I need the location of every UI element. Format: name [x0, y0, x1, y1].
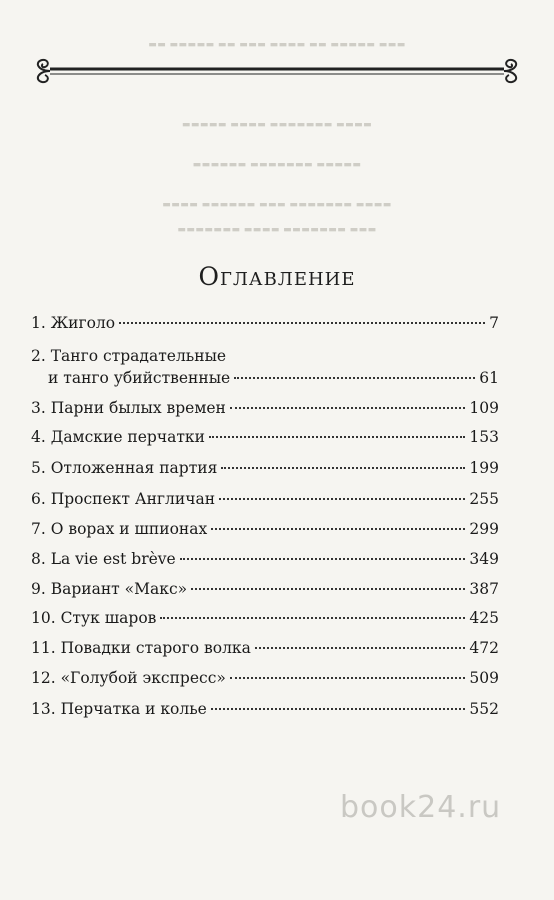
toc-entry-10[interactable]: [31, 607, 499, 629]
toc-entry-label: 13. Перчатка и колье: [31, 700, 207, 718]
toc-entry-9[interactable]: [31, 578, 499, 600]
toc-entry-7[interactable]: [31, 518, 499, 540]
toc-entry-label: 3. Парни былых времен: [31, 399, 226, 417]
leader-dots: [255, 647, 466, 649]
bleed-through-text: ▬▬▬▬▬▬▬ ▬▬▬▬ ▬▬▬▬▬▬▬ ▬▬▬: [177, 225, 377, 235]
toc-entry-page: 153: [469, 428, 499, 446]
toc-entry-label: 5. Отложенная партия: [31, 459, 218, 477]
bleed-through-text: ▬▬▬▬ ▬▬▬▬▬▬ ▬▬▬ ▬▬▬▬▬▬▬ ▬▬▬▬: [162, 200, 392, 210]
toc-entry-12[interactable]: [31, 667, 499, 689]
toc-entry-3[interactable]: [31, 397, 499, 419]
toc-entry-11[interactable]: [31, 637, 499, 659]
leader-dots: [230, 677, 466, 679]
toc-entry-page: 109: [469, 399, 499, 417]
toc-entry-page: 552: [469, 700, 499, 718]
toc-entry-label: 8. La vie est brève: [31, 550, 176, 568]
toc-entry-label: 11. Повадки старого волка: [31, 639, 251, 657]
toc-entry-page: 349: [469, 550, 499, 568]
toc-entry-6[interactable]: [31, 488, 499, 510]
toc-entry-4[interactable]: [31, 426, 499, 448]
watermark-logo: book24.ru: [340, 790, 502, 825]
toc-entry-page: 255: [469, 490, 499, 508]
toc-entry-label: 12. «Голубой экспресс»: [31, 669, 226, 687]
leader-dots: [191, 588, 465, 590]
toc-title: Оглавление: [198, 262, 356, 291]
toc-entry-label: 2. Танго страдательные: [31, 347, 227, 365]
leader-dots: [221, 467, 465, 469]
leader-dots: [230, 407, 466, 409]
toc-entry-label: 10. Стук шаров: [31, 609, 157, 627]
bleed-through-text: ▬▬▬▬▬▬ ▬▬▬▬▬▬▬ ▬▬▬▬▬: [192, 160, 362, 170]
toc-entry-label: 9. Вариант «Макс»: [31, 580, 188, 598]
leader-dots: [211, 528, 465, 530]
leader-dots: [209, 436, 465, 438]
leader-dots: [180, 558, 466, 560]
leader-dots: [219, 498, 465, 500]
toc-entry-1[interactable]: [31, 312, 499, 334]
bleed-through-text: ▬▬▬▬▬ ▬▬▬▬ ▬▬▬▬▬▬▬ ▬▬▬▬: [181, 120, 373, 130]
toc-entry-page: 509: [469, 669, 499, 687]
toc-entry-label: 4. Дамские перчатки: [31, 428, 205, 446]
leader-dots: [119, 322, 485, 324]
toc-entry-label: 7. О ворах и шпионах: [31, 520, 208, 538]
toc-entry-5[interactable]: [31, 457, 499, 479]
toc-entry-label: 6. Проспект Англичан: [31, 490, 216, 508]
toc-entry-page: 199: [469, 459, 499, 477]
leader-dots: [160, 617, 465, 619]
toc-entry-page: 387: [469, 580, 499, 598]
toc-entry-13[interactable]: [31, 698, 499, 720]
toc-entry-page: 299: [469, 520, 499, 538]
toc-entry-label-continued: и танго убийственные: [48, 369, 231, 387]
toc-entry-2[interactable]: [31, 345, 499, 389]
leader-dots: [211, 708, 466, 710]
toc-entry-page: 61: [479, 369, 499, 387]
leader-dots: [234, 377, 475, 379]
bleed-through-text: ▬▬ ▬▬▬▬▬ ▬▬ ▬▬▬ ▬▬▬▬ ▬▬ ▬▬▬▬▬ ▬▬▬: [148, 40, 406, 50]
toc-entry-page: 425: [469, 609, 499, 627]
ornament-rule: [28, 56, 526, 86]
toc-entry-page: 472: [469, 639, 499, 657]
toc-entry-page: 7: [489, 314, 499, 332]
toc-entry-label: 1. Жиголо: [31, 314, 116, 332]
toc-entry-8[interactable]: [31, 548, 499, 570]
